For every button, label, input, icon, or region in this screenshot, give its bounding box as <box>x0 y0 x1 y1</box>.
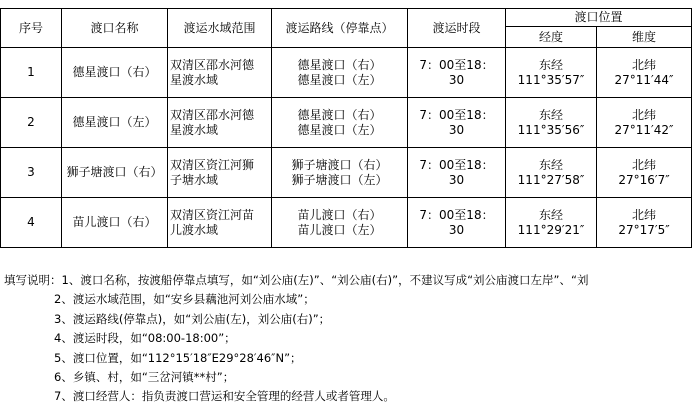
cell-time <box>408 198 506 248</box>
instruction-line: 4、渡运时段，如“08:00-18:00”； <box>54 331 236 346</box>
time-line-1: 7：00至18： <box>419 207 494 222</box>
lat-line-2: 27°16′7″ <box>618 172 670 187</box>
time-line-1: 7：00至18： <box>419 157 494 172</box>
lon-line-1: 东经 <box>538 57 563 72</box>
header-lon: 经度 <box>506 27 597 48</box>
cell-name: 狮子塘渡口（右） <box>62 148 168 198</box>
table-row <box>1 148 692 198</box>
lon-line-1: 东经 <box>538 157 563 172</box>
cell-route <box>272 98 408 148</box>
area-line-1: 双清区邵水河德 <box>170 57 255 72</box>
route-line-2: 苗儿渡口（左） <box>297 222 382 237</box>
instructions-label: 填写说明： <box>4 273 62 287</box>
cell-area <box>168 48 272 98</box>
cell-area <box>168 198 272 248</box>
cell-seq: 3 <box>1 148 62 198</box>
route-line-1: 狮子塘渡口（右） <box>291 157 388 172</box>
route-line-2: 德星渡口（左） <box>297 122 382 137</box>
cell-area <box>168 148 272 198</box>
lon-line-2: 111°27′58″ <box>517 172 585 187</box>
time-line-2: 30 <box>448 122 465 137</box>
lat-line-1: 北纬 <box>632 207 657 222</box>
ferry-table <box>0 8 692 248</box>
cell-area <box>168 98 272 148</box>
cell-time <box>408 148 506 198</box>
instruction-line: 7、渡口经营人：指负责渡口营运和安全管理的经营人或者管理人。 <box>54 389 395 404</box>
table-row <box>1 48 692 98</box>
lat-line-2: 27°11′42″ <box>614 122 674 137</box>
cell-lat <box>597 198 692 248</box>
cell-time <box>408 98 506 148</box>
cell-seq: 1 <box>1 48 62 98</box>
cell-seq: 2 <box>1 98 62 148</box>
area-line-2: 儿渡水域 <box>170 222 219 237</box>
cell-seq: 4 <box>1 198 62 248</box>
header-lat: 维度 <box>597 27 692 48</box>
header-area: 渡运水域范围 <box>168 9 272 48</box>
instruction-line: 3、渡运路线(停靠点)，如“刘公庙(左)，刘公庙(右)”； <box>54 311 331 326</box>
time-line-1: 7：00至18： <box>419 57 494 72</box>
route-line-1: 苗儿渡口（右） <box>297 207 382 222</box>
header-seq: 序号 <box>1 9 62 48</box>
header-position: 渡口位置 <box>506 9 692 27</box>
cell-name: 苗儿渡口（右） <box>62 198 168 248</box>
route-line-1: 德星渡口（右） <box>297 107 382 122</box>
instruction-text: 1、渡口名称，按渡船停靠点填写，如“刘公庙(左)”、“刘公庙(右)”，不建议写成“刘公庙渡口左岸”、“刘 <box>61 273 589 287</box>
route-line-2: 德星渡口（左） <box>297 72 382 87</box>
cell-name: 德星渡口（右） <box>62 48 168 98</box>
lat-line-1: 北纬 <box>632 157 657 172</box>
time-line-1: 7：00至18： <box>419 107 494 122</box>
header-time: 渡运时段 <box>408 9 506 48</box>
lat-line-2: 27°17′5″ <box>618 222 670 237</box>
area-line-1: 双清区资江河苗 <box>170 207 255 222</box>
time-line-2: 30 <box>448 172 465 187</box>
cell-lon <box>506 148 597 198</box>
instruction-line: 2、渡运水域范围，如“安乡县藕池河刘公庙水域”； <box>54 292 315 307</box>
cell-lon <box>506 98 597 148</box>
instructions-block <box>4 271 693 409</box>
cell-lon <box>506 48 597 98</box>
cell-time <box>408 48 506 98</box>
route-line-2: 狮子塘渡口（左） <box>291 172 388 187</box>
lat-line-1: 北纬 <box>632 107 657 122</box>
area-line-2: 星渡水域 <box>170 72 219 87</box>
lon-line-2: 111°29′21″ <box>517 222 585 237</box>
cell-lat <box>597 48 692 98</box>
header-route: 渡运路线（停靠点） <box>272 9 408 48</box>
instruction-line: 5、渡口位置，如“112°15′18″E29°28′46″N”； <box>54 350 302 365</box>
area-line-1: 双清区邵水河德 <box>170 107 255 122</box>
lon-line-2: 111°35′56″ <box>517 122 585 137</box>
cell-lat <box>597 98 692 148</box>
lon-line-1: 东经 <box>538 207 563 222</box>
lon-line-2: 111°35′57″ <box>517 72 585 87</box>
instruction-line <box>4 271 693 290</box>
lon-line-1: 东经 <box>538 107 563 122</box>
time-line-2: 30 <box>448 222 465 237</box>
instruction-line: 6、乡镇、村，如“三岔河镇**村”； <box>54 370 235 385</box>
route-line-1: 德星渡口（右） <box>297 57 382 72</box>
cell-name: 德星渡口（左） <box>62 98 168 148</box>
cell-route <box>272 198 408 248</box>
cell-lon <box>506 198 597 248</box>
time-line-2: 30 <box>448 72 465 87</box>
cell-lat <box>597 148 692 198</box>
table-row <box>1 98 692 148</box>
area-line-1: 双清区资江河狮 <box>170 157 255 172</box>
lat-line-1: 北纬 <box>632 57 657 72</box>
area-line-2: 星渡水域 <box>170 122 219 137</box>
cell-route <box>272 48 408 98</box>
header-name: 渡口名称 <box>62 9 168 48</box>
table-row <box>1 198 692 248</box>
lat-line-2: 27°11′44″ <box>614 72 674 87</box>
cell-route <box>272 148 408 198</box>
area-line-2: 子塘水域 <box>170 172 219 187</box>
